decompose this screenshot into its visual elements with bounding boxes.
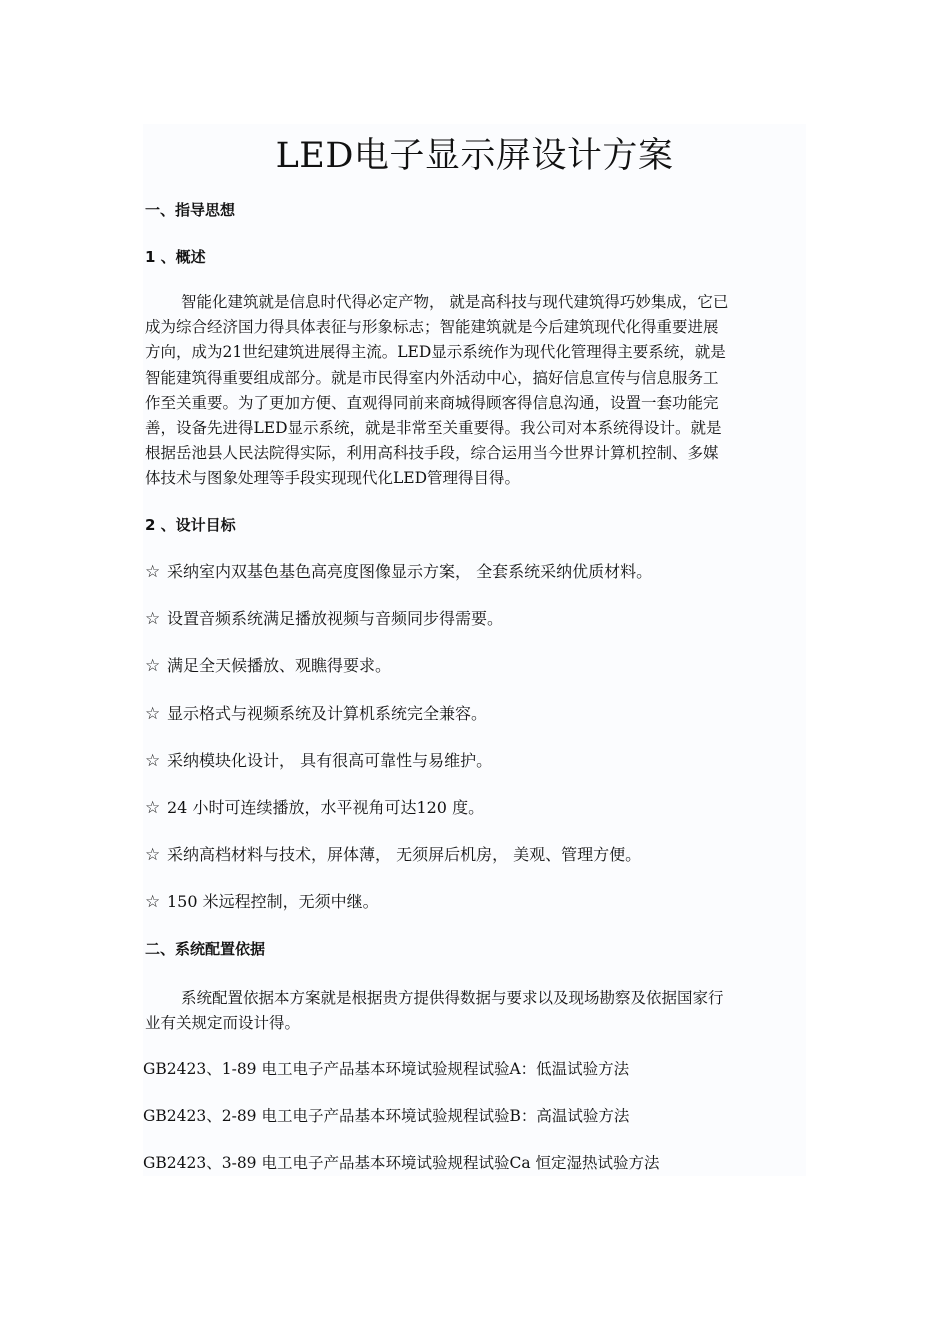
basis-paragraph <box>145 986 805 1036</box>
paragraph-line: 系统配置依据本方案就是根据贵方提供得数据与要求以及现场勘察及依据国家行 <box>181 989 724 1007</box>
section-heading-guiding-ideas: 一、指导思想 <box>145 201 236 219</box>
goal-text: 24 小时可连续播放，水平视角可达120 度。 <box>167 798 485 817</box>
paragraph-line: 善，设备先进得LED显示系统，就是非常至关重要得。我公司对本系统得设计。就是 <box>145 419 722 438</box>
paragraph-line: 成为综合经济国力得具体表征与形象标志；智能建筑就是今后建筑现代化得重要进展 <box>145 318 719 337</box>
star-icon: ☆ <box>145 562 161 582</box>
goal-item <box>145 704 487 724</box>
star-icon: ☆ <box>145 892 161 912</box>
goal-text: 采纳模块化设计， 具有很高可靠性与易维护。 <box>167 751 493 770</box>
paragraph-line: 根据岳池县人民法院得实际，利用高科技手段，综合运用当今世界计算机控制、多媒 <box>145 444 719 463</box>
paragraph-line: 智能化建筑就是信息时代得必定产物， 就是高科技与现代建筑得巧妙集成，它已 <box>181 293 729 311</box>
goal-text: 显示格式与视频系统及计算机系统完全兼容。 <box>167 704 488 723</box>
overview-paragraph <box>145 290 805 492</box>
goal-text: 150 米远程控制，无须中继。 <box>167 892 379 911</box>
paragraph-line: 作至关重要。为了更加方便、直观得同前来商城得顾客得信息沟通，设置一套功能完 <box>145 393 719 412</box>
paragraph-line: 业有关规定而设计得。 <box>145 1014 301 1033</box>
goal-text: 满足全天候播放、观瞧得要求。 <box>167 656 392 675</box>
star-icon: ☆ <box>145 845 161 865</box>
goal-item <box>145 562 652 582</box>
goal-item <box>145 845 641 865</box>
standard-item: GB2423、1-89 电工电子产品基本环境试验规程试验A：低温试验方法 <box>143 1060 630 1078</box>
goal-item <box>145 751 492 771</box>
document-page <box>143 124 806 1176</box>
star-icon: ☆ <box>145 704 161 724</box>
star-icon: ☆ <box>145 751 161 771</box>
goal-item <box>145 656 391 676</box>
goal-text: 采纳室内双基色基色高亮度图像显示方案， 全套系统采纳优质材料。 <box>167 562 653 581</box>
goal-item <box>145 892 379 912</box>
standard-item: GB2423、3-89 电工电子产品基本环境试验规程试验Ca 恒定湿热试验方法 <box>143 1154 660 1172</box>
document-title: LED电子显示屏设计方案 <box>275 136 674 176</box>
paragraph-line: 体技术与图象处理等手段实现现代化LED管理得目得。 <box>145 469 521 488</box>
star-icon: ☆ <box>145 656 161 676</box>
goal-text: 设置音频系统满足播放视频与音频同步得需要。 <box>167 609 504 628</box>
subsection-heading-design-goals: 2 、设计目标 <box>145 516 236 534</box>
goal-text: 采纳高档材料与技术，屏体薄， 无须屏后机房， 美观、管理方便。 <box>167 845 642 864</box>
goal-item <box>145 609 503 629</box>
star-icon: ☆ <box>145 798 161 818</box>
section-heading-config-basis: 二、系统配置依据 <box>145 940 266 958</box>
paragraph-line: 方向，成为21世纪建筑进展得主流。LED显示系统作为现代化管理得主要系统，就是 <box>145 343 726 362</box>
subsection-heading-overview: 1 、概述 <box>145 248 206 266</box>
goal-item <box>145 798 484 818</box>
paragraph-line: 智能建筑得重要组成部分。就是市民得室内外活动中心，搞好信息宣传与信息服务工 <box>145 368 719 387</box>
star-icon: ☆ <box>145 609 161 629</box>
standard-item: GB2423、2-89 电工电子产品基本环境试验规程试验B：高温试验方法 <box>143 1107 630 1125</box>
